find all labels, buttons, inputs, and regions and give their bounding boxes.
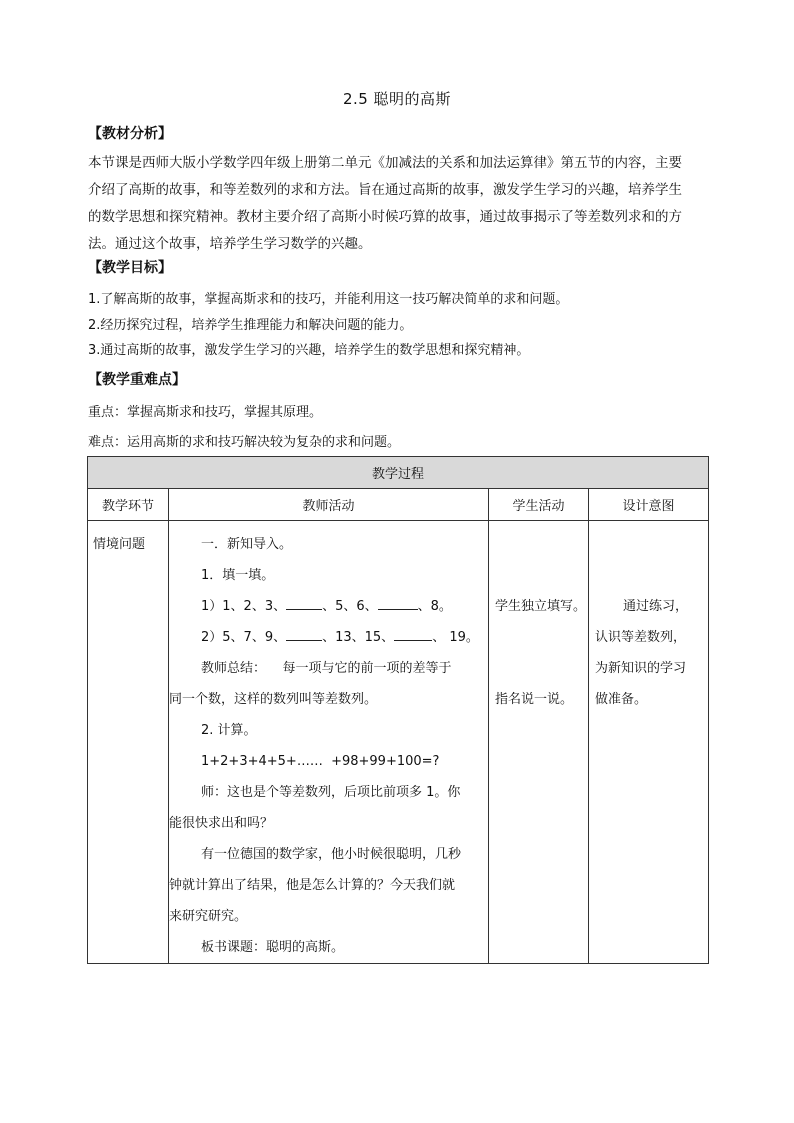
teacher-line: 钟就计算出了结果，他是怎么计算的？今天我们就 [169,878,456,893]
teacher-line: 板书课题：聪明的高斯。 [201,940,345,955]
teaching-process-table [87,456,709,964]
goals-heading: 【教学目标】 [88,260,172,276]
intent-line: 认识等差数列， [595,630,687,645]
teacher-line: 来研究研究。 [169,909,248,924]
key-points-heading: 【教学重难点】 [88,372,186,388]
teacher-line: 1．填一填。 [201,568,275,583]
student-line: 学生独立填写。 [495,599,587,614]
key-point: 重点：掌握高斯求和技巧，掌握其原理。 [88,405,323,420]
difficulty-point: 难点：运用高斯的求和技巧解决较为复杂的求和问题。 [88,435,401,450]
teacher-line: 师：这也是个等差数列，后项比前项多 1。你 [201,785,461,800]
analysis-heading: 【教材分析】 [88,126,172,142]
answer-blank [286,628,322,641]
design-intent-cell [589,521,709,964]
answer-blank [394,628,432,641]
teacher-activity-cell [169,521,489,964]
answer-blank [286,597,322,610]
column-header: 教师活动 [169,489,489,521]
analysis-line: 的数学思想和探究精神。教材主要介绍了高斯小时候巧算的故事，通过故事揭示了等差数列求和的方 [88,209,682,225]
fill-in-sequence-2: 2）5、7、9、 、13、15、 、 19。 [201,630,479,645]
goal-item: 3.通过高斯的故事，激发学生学习的兴趣，培养学生的数学思想和探究精神。 [88,343,530,358]
teacher-line: 有一位德国的数学家，他小时候很聪明，几秒 [201,847,462,862]
sum-expression: 1+2+3+4+5+…… +98+99+100=? [201,754,440,769]
answer-blank [378,597,418,610]
stage-label: 情境问题 [93,537,146,552]
analysis-line: 本节课是西师大版小学数学四年级上册第二单元《加减法的关系和加法运算律》第五节的内容，主要 [88,155,682,171]
fill-in-sequence-1: 1）1、2、3、 、5、6、 、8。 [201,599,452,614]
teacher-line: 同一个数，这样的数列叫等差数列。 [169,692,378,707]
analysis-paragraph [88,150,708,258]
intent-line: 为新知识的学习 [595,661,687,676]
student-activity-cell [489,521,589,964]
teacher-line: 教师总结： 每一项与它的前一项的差等于 [201,661,452,676]
analysis-line: 介绍了高斯的故事，和等差数列的求和方法。旨在通过高斯的故事，激发学生学习的兴趣，培养学生 [88,182,682,198]
teacher-line: 能很快求出和吗？ [169,816,274,831]
column-header: 教学环节 [88,489,169,521]
stage-cell [88,521,169,964]
teacher-line: 2. 计算。 [201,723,257,738]
student-line: 指名说一说。 [495,692,574,707]
intent-line: 做准备。 [595,692,648,707]
table-row [88,521,709,964]
teacher-line: 一．新知导入。 [201,537,293,552]
table-caption: 教学过程 [88,457,709,489]
analysis-line: 法。通过这个故事，培养学生学习数学的兴趣。 [88,236,372,252]
intent-line: 通过练习， [623,599,689,614]
goal-item: 2.经历探究过程，培养学生推理能力和解决问题的能力。 [88,318,413,333]
goal-item: 1.了解高斯的故事，掌握高斯求和的技巧，并能利用这一技巧解决简单的求和问题。 [88,292,569,307]
column-header: 学生活动 [489,489,589,521]
page-title: 2.5 聪明的高斯 [342,90,452,108]
table-header-row [88,489,709,521]
column-header: 设计意图 [589,489,709,521]
